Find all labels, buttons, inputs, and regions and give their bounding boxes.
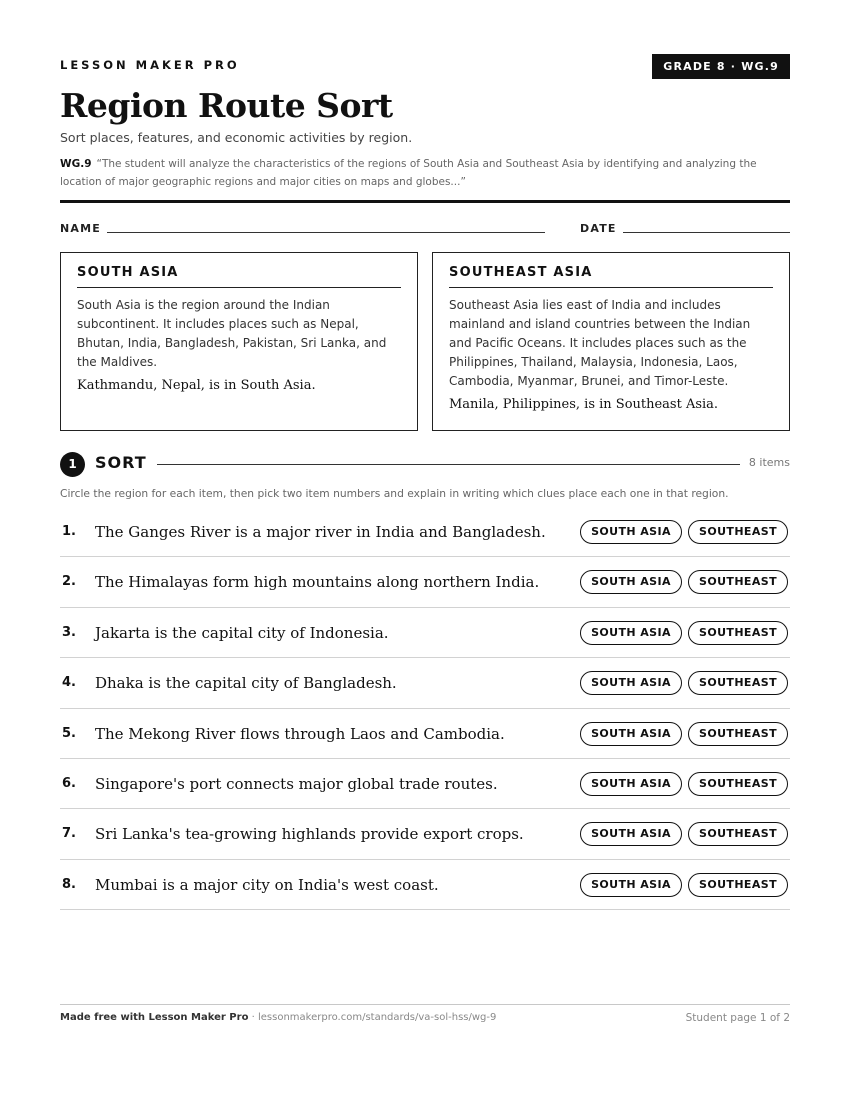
section-number-badge: 1 [60, 452, 85, 477]
region-card-title: SOUTH ASIA [77, 265, 401, 288]
option-south-asia[interactable]: SOUTH ASIA [580, 520, 682, 544]
item-number: 3. [62, 624, 76, 640]
page-title: Region Route Sort [60, 86, 393, 125]
item-list [60, 507, 790, 910]
item-number: 2. [62, 574, 76, 590]
option-south-asia[interactable]: SOUTH ASIA [580, 822, 682, 846]
standard-text: “The student will analyze the characteristics of the regions of South Asia and Southeast Asia by identifying and analyzing the location of major geographic regions and major cities on maps and globes...” [60, 158, 757, 188]
page-subtitle: Sort places, features, and economic activities by region. [60, 130, 413, 145]
footer-page-number: Student page 1 of 2 [685, 1012, 790, 1024]
standard-description [60, 156, 790, 191]
name-label: NAME [60, 222, 101, 235]
item-text: Sri Lanka's tea-growing highlands provide export crops. [95, 825, 524, 844]
option-south-asia[interactable]: SOUTH ASIA [580, 570, 682, 594]
list-item [60, 608, 790, 658]
item-text: Singapore's port connects major global trade routes. [95, 774, 498, 793]
option-south-asia[interactable]: SOUTH ASIA [580, 621, 682, 645]
list-item [60, 507, 790, 557]
option-southeast[interactable]: SOUTHEAST [688, 772, 788, 796]
footer-separator: · [248, 1012, 258, 1023]
option-southeast[interactable]: SOUTHEAST [688, 520, 788, 544]
option-southeast[interactable]: SOUTHEAST [688, 722, 788, 746]
region-card-description: South Asia is the region around the Indian subcontinent. It includes places such as Nepal, Bhutan, India, Bangladesh, Pakistan, Sri Lanka, and the Maldives. [77, 298, 387, 369]
footer-divider [60, 1004, 790, 1005]
name-field[interactable] [107, 232, 545, 233]
item-number: 1. [62, 524, 76, 539]
date-field[interactable] [623, 232, 790, 233]
section-title: SORT [95, 453, 147, 472]
item-text: Dhaka is the capital city of Bangladesh. [95, 674, 397, 693]
region-card-example: Manila, Philippines, is in Southeast Asia. [449, 397, 719, 412]
option-southeast[interactable]: SOUTHEAST [688, 621, 788, 645]
item-text: Jakarta is the capital city of Indonesia. [95, 623, 389, 642]
region-card-south-asia [60, 252, 418, 431]
region-card-title: SOUTHEAST ASIA [449, 265, 773, 288]
region-card-description: Southeast Asia lies east of India and includes mainland and island countries between the Indian and Pacific Oceans. It includes places such as the Philippines, Thailand, Malaysia, Indonesia, Laos, Cambodia, Myanmar, Brunei, and Timor-Leste. [449, 298, 751, 388]
section-item-count: 8 items [748, 456, 790, 469]
option-southeast[interactable]: SOUTHEAST [688, 873, 788, 897]
list-item [60, 759, 790, 809]
item-text: The Mekong River flows through Laos and Cambodia. [95, 724, 505, 743]
footer-url[interactable]: lessonmakerpro.com/standards/va-sol-hss/wg-9 [257, 1012, 497, 1023]
worksheet-page [60, 0, 790, 1100]
option-south-asia[interactable]: SOUTH ASIA [580, 772, 682, 796]
list-item [60, 658, 790, 708]
item-text: Mumbai is a major city on India's west coast. [95, 875, 439, 894]
list-item [60, 709, 790, 759]
option-south-asia[interactable]: SOUTH ASIA [580, 722, 682, 746]
list-item [60, 860, 790, 910]
section-instructions: Circle the region for each item, then pick two item numbers and explain in writing which clues place each one in that region. [60, 487, 729, 500]
item-number: 6. [62, 775, 76, 791]
option-south-asia[interactable]: SOUTH ASIA [580, 873, 682, 897]
option-southeast[interactable]: SOUTHEAST [688, 570, 788, 594]
item-text: The Himalayas form high mountains along northern India. [95, 573, 540, 592]
footer-credit [60, 1012, 496, 1023]
list-item [60, 557, 790, 607]
grade-badge: GRADE 8 · WG.9 [652, 54, 790, 79]
brand-name: LESSON MAKER PRO [60, 58, 240, 72]
item-number: 8. [62, 876, 76, 892]
item-text: The Ganges River is a major river in India and Bangladesh. [95, 523, 546, 541]
list-item [60, 809, 790, 859]
item-number: 4. [62, 675, 76, 691]
region-card-example: Kathmandu, Nepal, is in South Asia. [77, 378, 316, 393]
option-southeast[interactable]: SOUTHEAST [688, 671, 788, 695]
section-divider [157, 464, 740, 465]
item-number: 5. [62, 725, 76, 741]
option-southeast[interactable]: SOUTHEAST [688, 822, 788, 846]
option-south-asia[interactable]: SOUTH ASIA [580, 671, 682, 695]
header-divider [60, 200, 790, 203]
standard-code: WG.9 [60, 158, 92, 170]
footer-made-by: Made free with Lesson Maker Pro [60, 1012, 249, 1023]
item-number: 7. [62, 826, 76, 842]
date-label: DATE [580, 222, 617, 235]
region-card-southeast-asia [432, 252, 790, 431]
